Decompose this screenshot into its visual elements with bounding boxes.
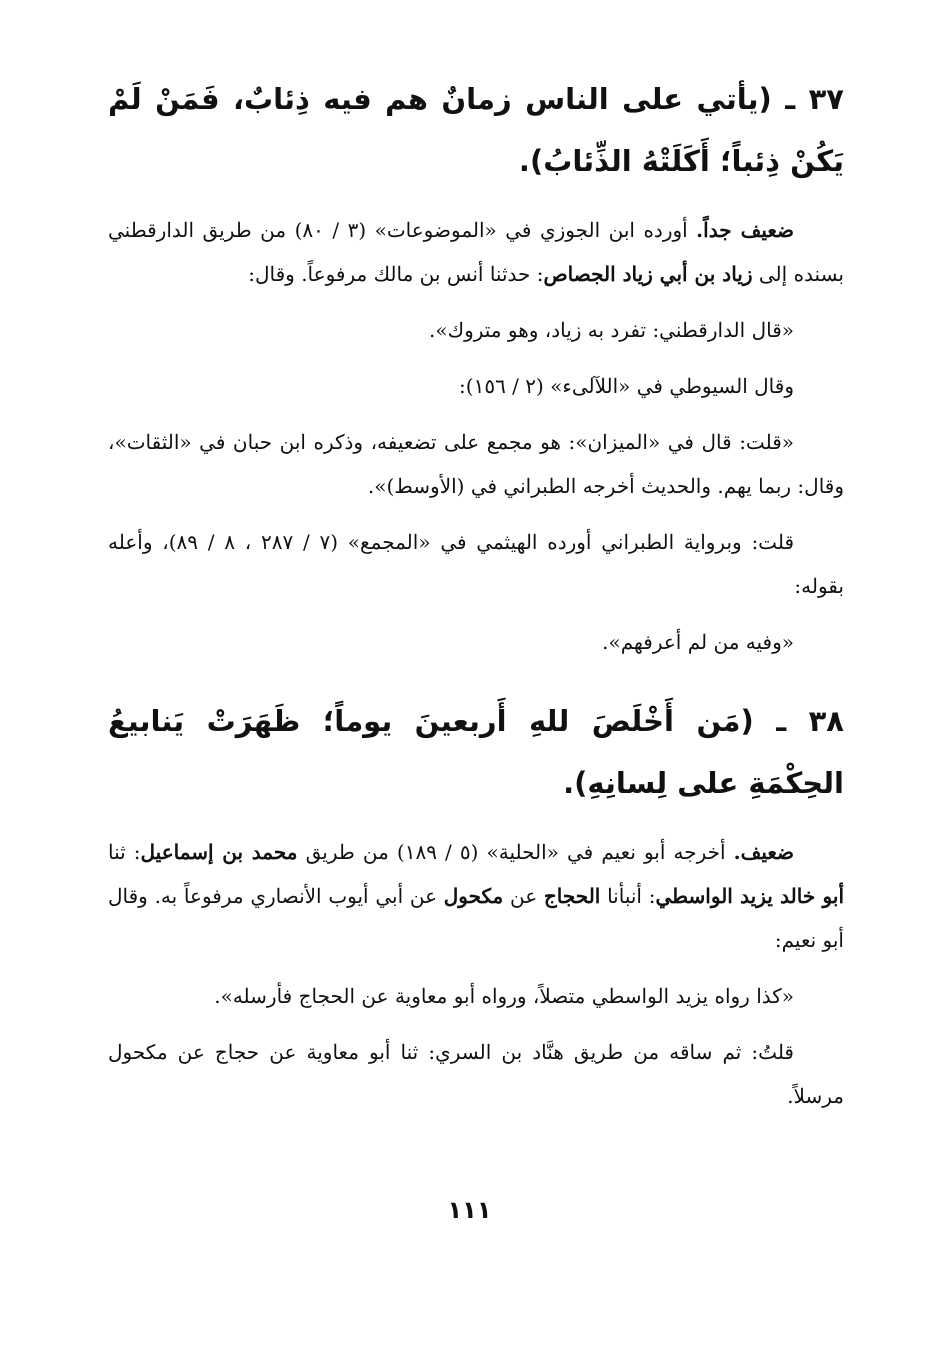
hadith-37-grade: ضعيف جداً.: [696, 218, 794, 242]
hadith-38-narrator-2: أبو خالد يزيد الواسطي: [655, 884, 844, 908]
hadith-38-takhrij: [108, 830, 844, 962]
hadith-38-takhrij-b: عن أبي أيوب الأنصاري مرفوعاً به. وقال أبو نعيم:: [108, 884, 844, 952]
hadith-37-takhrij: [108, 208, 844, 296]
hadith-37-takhrij-b: : حدثنا أنس بن مالك مرفوعاً. وقال:: [248, 262, 544, 286]
hadith-38-conclusion: قلتُ: ثم ساقه من طريق هنَّاد بن السري: ثنا أبو معاوية عن حجاج عن مكحول مرسلاً.: [108, 1040, 844, 1108]
hadith-38-narrator-3: الحجاج: [543, 884, 601, 908]
hadith-38-title: ٣٨ ـ (مَن أَخْلَصَ للهِ أَربعينَ يوماً؛ ظَهَرَتْ يَنابيعُ الحِكْمَةِ على لِسانِهِ).: [108, 704, 844, 800]
hadith-37-takhrij-a: أورده ابن الجوزي في «الموضوعات» (٣ / ٨٠) من طريق الدارقطني بسنده إلى: [108, 218, 844, 286]
hadith-37-quote-haythami: «وفيه من لم أعرفهم».: [602, 630, 794, 654]
hadith-38-quote-abunuaym: «كذا رواه يزيد الواسطي متصلاً، ورواه أبو معاوية عن الحجاج فأرسله».: [214, 984, 794, 1008]
hadith-38-sep-1: : ثنا: [108, 840, 141, 864]
hadith-37-narrator: زياد بن أبي زياد الجصاص: [543, 262, 753, 286]
page-number: ١١١: [447, 1196, 492, 1224]
hadith-38-grade: ضعيف.: [733, 840, 794, 864]
hadith-37-haythami: قلت: وبرواية الطبراني أورده الهيثمي في «المجمع» (٧ / ٢٨٧ ، ٨ / ٨٩)، وأعله بقوله:: [108, 530, 844, 598]
hadith-38-sep-3: عن: [503, 884, 544, 908]
page-body: [108, 68, 844, 1118]
hadith-37-suyuti-intro: وقال السيوطي في «اللآلىء» (٢ / ١٥٦):: [459, 374, 794, 398]
hadith-38-narrator-1: محمد بن إسماعيل: [140, 840, 298, 864]
hadith-38-narrator-4: مكحول: [443, 884, 504, 908]
hadith-37-quote-daraqutni: «قال الدارقطني: تفرد به زياد، وهو متروك».: [429, 318, 794, 342]
hadith-38-takhrij-a: أخرجه أبو نعيم في «الحلية» (٥ / ١٨٩) من طريق: [297, 840, 734, 864]
hadith-37-title: ٣٧ ـ (يأتي على الناس زمانٌ هم فيه ذِئابٌ، فَمَنْ لَمْ يَكُنْ ذِئباً؛ أَكَلَتْهُ الذِّئابُ).: [108, 82, 844, 178]
hadith-37-quote-suyuti: «قلت: قال في «الميزان»: هو مجمع على تضعيفه، وذكره ابن حبان في «الثقات»، وقال: ربما يهم. والحديث أخرجه الطبراني في (الأوسط)».: [108, 430, 844, 498]
hadith-38-sep-2: : أنبأنا: [600, 884, 656, 908]
